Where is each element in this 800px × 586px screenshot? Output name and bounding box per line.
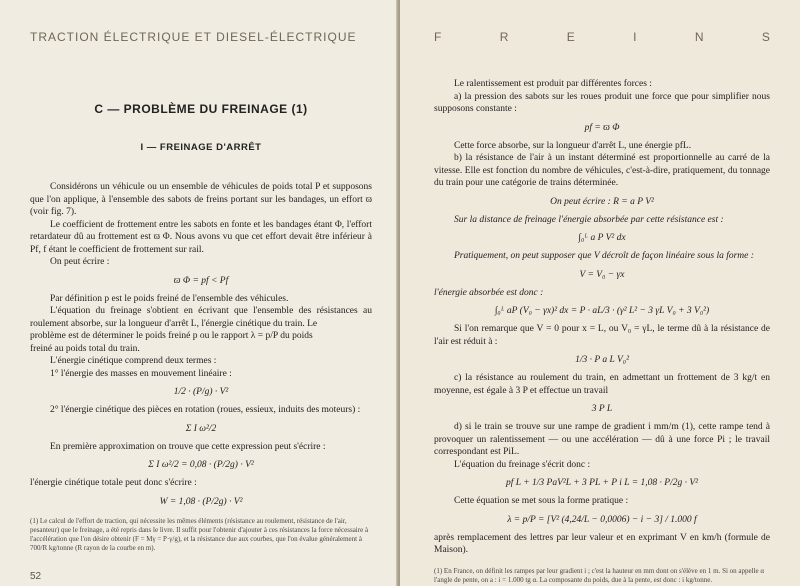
formula: Σ I ω²/2 <box>185 423 217 434</box>
running-head-right <box>434 30 770 44</box>
formula: On peut écrire : R = a P V² <box>550 196 654 207</box>
paragraph: freiné au poids total du train. <box>30 343 140 354</box>
running-head-left: TRACTION ÉLECTRIQUE ET DIESEL-ÉLECTRIQUE <box>30 30 357 44</box>
formula: λ = p/P = [V² (4,24/L − 0,0006) − i − 3] / 1.000 f <box>507 514 697 525</box>
formula: 1/2 · (P/g) · V² <box>173 387 229 397</box>
paragraph: Cette équation se met sous la forme pratique : <box>454 496 629 506</box>
paragraph: Sur la distance de freinage l'énergie absorbée par cette résistance est : <box>454 214 724 225</box>
paragraph: a) la pression des sabots sur les roues produit une force que pour simplifier nous supposons constante : <box>434 91 770 114</box>
paragraph: c) la résistance au roulement du train, en admettant un frottement de 3 kg/t en moyenne, est égale à 3 P et effectue un travail <box>434 373 770 396</box>
paragraph: Par définition p est le poids freiné de l'ensemble des véhicules. <box>50 293 289 304</box>
paragraph: Considérons un véhicule ou un ensemble de véhicules de poids total P et supposons que l'on applique, à l'ensemble des sabots de freins portant sur les bandages, un effort ϖ (voir fig. 7). <box>30 182 372 217</box>
formula: ϖ Φ = pf < Pf <box>173 275 229 286</box>
paragraph: L'équation du freinage s'obtient en écrivant que l'ensemble des résistances au roulement absorbe, sur la longueur d'arrêt L, l'énergie cinétique du train. Le <box>30 306 372 329</box>
formula: Σ I ω²/2 = 0,08 · (P/2g) · V² <box>148 460 254 470</box>
formula: pf = ϖ Φ <box>584 122 620 133</box>
paragraph: Si l'on remarque que V = 0 pour x = L, ou V₀ = γL, le terme dû à la résistance de l'air est réduit à : <box>434 324 770 347</box>
chapter-title: C — PROBLÈME DU FREINAGE (1) <box>94 102 308 116</box>
running-head-letter: S <box>761 30 770 44</box>
paragraph: 2° l'énergie cinétique des pièces en rotation (roues, essieux, induits des moteurs) : <box>50 405 361 415</box>
paragraph: 1° l'énergie des masses en mouvement linéaire : <box>50 368 232 379</box>
paragraph: b) la résistance de l'air à un instant déterminé est proportionnelle au carré de la vitesse. Elle est fonction du nombre de véhicules, c'est-à-dire, pratiquement, du tonnage du train pour une catégorie de trains déterminée. <box>434 153 770 188</box>
formula: ∫₀ᴸ a P V² dx <box>578 233 626 243</box>
footnote: (1) En France, on définit les rampes par leur gradient i ; c'est la hauteur en mm dont on s'élève en 1 m. Si on appelle α l'angle de pente, on a : i = 1.000 tg α. La composante du poids, due à la pente, est donc : i kg/tonne. <box>434 566 765 584</box>
paragraph: En première approximation on trouve que cette expression peut s'écrire : <box>50 441 326 452</box>
paragraph: Cette force absorbe, sur la longueur d'arrêt L, une énergie pfL. <box>454 140 692 151</box>
formula: W = 1,08 · (P/2g) · V² <box>159 496 243 507</box>
paragraph: L'équation du freinage s'écrit donc : <box>454 459 591 470</box>
left-page <box>0 0 398 586</box>
paragraph: Le coefficient de frottement entre les sabots en fonte et les bandages étant Φ, l'effort retardateur dû au frottement est ϖ Φ. Nous avons vu que cet effort devait être inférieur à Pf, f étant le coefficient de frottement sur rail. <box>30 219 372 255</box>
paragraph: l'énergie cinétique totale peut donc s'écrire : <box>30 478 197 488</box>
section-title: I — FREINAGE D'ARRÊT <box>140 142 262 153</box>
paragraph: d) si le train se trouve sur une rampe de gradient i mm/m (1), cette rampe tend à provoquer un ralentissement — ou une accélération — dû à une force Pi ; le travail correspondant est PiL. <box>434 422 770 457</box>
page-number: 52 <box>30 571 42 582</box>
paragraph: Le ralentissement est produit par différentes forces : <box>454 79 652 89</box>
formula: pf L + 1/3 PaV²L + 3 PL + P i L = 1,08 · P/2g · V² <box>506 478 698 488</box>
formula: V = V₀ − γx <box>579 269 625 280</box>
formula: ∫₀ᴸ aP (V₀ − γx)² dx = P · aL/3 · (γ² L² − 3 γL V₀ + 3 V₀²) <box>494 306 710 316</box>
running-head-letter: N <box>694 30 704 44</box>
paragraph: L'énergie cinétique comprend deux termes : <box>50 356 217 366</box>
formula: 3 P L <box>591 404 613 414</box>
running-head-letter: E <box>566 30 575 44</box>
running-head-letter: R <box>499 30 509 44</box>
formula: 1/3 · P a L V₀² <box>575 355 629 365</box>
paragraph: On peut écrire : <box>50 257 110 267</box>
running-head-letter: I <box>633 30 637 44</box>
footnote: (1) Le calcul de l'effort de traction, qui nécessite les mêmes éléments (résistance au roulement, résistance de l'air, pesanteur) que le freinage, a été repris dans le livre. Il suffit pour l'obtenir d'ajouter à ces résistances la force nécessaire à l'accélération que l'on désire obtenir (F = Mγ = P·γ/g), et la résistance due aux courbes, que l'on évalue généralement à 700/R kg/tonne (R rayon de la courbe en m). <box>30 516 369 552</box>
paragraph: Pratiquement, on peut supposer que V décroît de façon linéaire sous la forme : <box>454 251 754 261</box>
paragraph: l'énergie absorbée est donc : <box>434 287 544 298</box>
running-head-letter: F <box>434 30 442 44</box>
paragraph: après remplacement des lettres par leur valeur et en exprimant V en km/h (formule de Maison). <box>434 532 770 555</box>
right-page <box>400 0 800 586</box>
paragraph: problème est de déterminer le poids freiné p ou le rapport λ = p/P du poids <box>30 331 313 341</box>
